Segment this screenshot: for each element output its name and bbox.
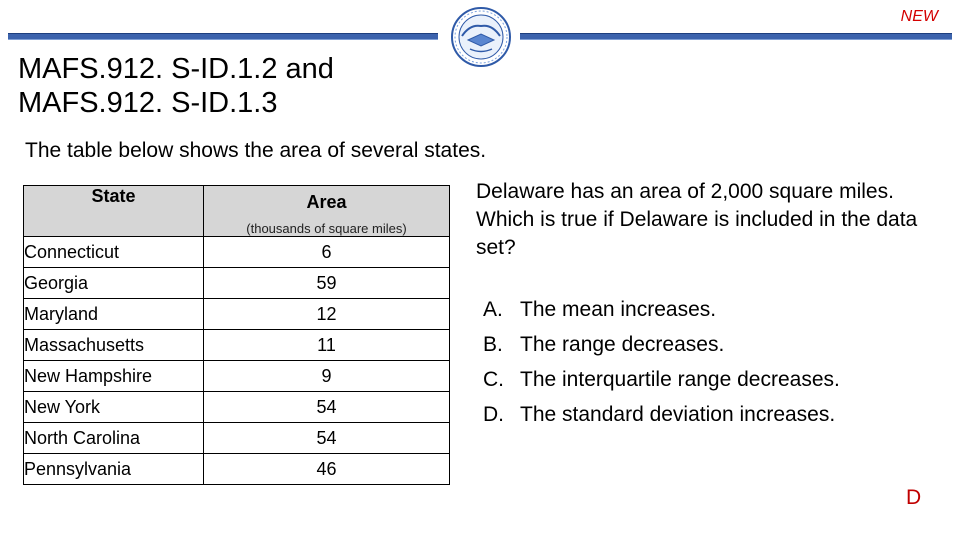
new-badge: NEW xyxy=(900,8,938,25)
choice-letter: A. xyxy=(483,298,503,321)
table-row xyxy=(24,299,450,330)
intro-text: The table below shows the area of several states. xyxy=(25,139,487,162)
choice-letter: B. xyxy=(483,333,503,356)
title-line-1: MAFS.912. S-ID.1.2 and xyxy=(18,53,334,85)
column-header-area-label: Area xyxy=(306,192,347,212)
area-cell: 12 xyxy=(204,299,450,330)
state-cell: Maryland xyxy=(24,299,204,330)
table-row xyxy=(24,423,450,454)
area-cell: 54 xyxy=(204,423,450,454)
area-cell: 46 xyxy=(204,454,450,485)
table-row xyxy=(24,268,450,299)
state-cell: Georgia xyxy=(24,268,204,299)
column-header-area-units: (thousands of square miles) xyxy=(246,221,407,236)
area-cell: 59 xyxy=(204,268,450,299)
question-text: Delaware has an area of 2,000 square miles. Which is true if Delaware is included in the data set? xyxy=(476,180,918,259)
state-cell: Connecticut xyxy=(24,237,204,268)
choice-text: The range decreases. xyxy=(520,333,725,356)
title-line-2: MAFS.912. S-ID.1.3 xyxy=(18,87,278,119)
column-header-state xyxy=(24,186,204,237)
table-header-row xyxy=(24,186,450,237)
state-cell: New Hampshire xyxy=(24,361,204,392)
table-row xyxy=(24,454,450,485)
choice-c[interactable] xyxy=(483,362,840,397)
table-row xyxy=(24,361,450,392)
area-cell: 6 xyxy=(204,237,450,268)
answer-key: D xyxy=(906,486,922,509)
state-cell: Massachusetts xyxy=(24,330,204,361)
choice-a[interactable] xyxy=(483,292,840,327)
table-row xyxy=(24,330,450,361)
area-cell: 54 xyxy=(204,392,450,423)
choice-letter: C. xyxy=(483,368,504,391)
choice-letter: D. xyxy=(483,403,504,426)
state-cell: North Carolina xyxy=(24,423,204,454)
state-area-table xyxy=(23,185,450,485)
header-bar-right xyxy=(520,33,952,40)
choice-text: The interquartile range decreases. xyxy=(520,368,840,391)
school-district-seal-icon xyxy=(448,6,514,68)
area-cell: 9 xyxy=(204,361,450,392)
table-row xyxy=(24,392,450,423)
state-cell: Pennsylvania xyxy=(24,454,204,485)
answer-choices xyxy=(483,292,840,432)
choice-b[interactable] xyxy=(483,327,840,362)
page-title xyxy=(18,52,334,120)
header-bar-left xyxy=(8,33,438,40)
choice-text: The standard deviation increases. xyxy=(520,403,836,426)
choice-d[interactable] xyxy=(483,397,840,432)
state-cell: New York xyxy=(24,392,204,423)
choice-text: The mean increases. xyxy=(520,298,717,321)
column-header-area xyxy=(204,186,450,237)
table-row xyxy=(24,237,450,268)
area-cell: 11 xyxy=(204,330,450,361)
column-header-state-label: State xyxy=(91,186,136,206)
